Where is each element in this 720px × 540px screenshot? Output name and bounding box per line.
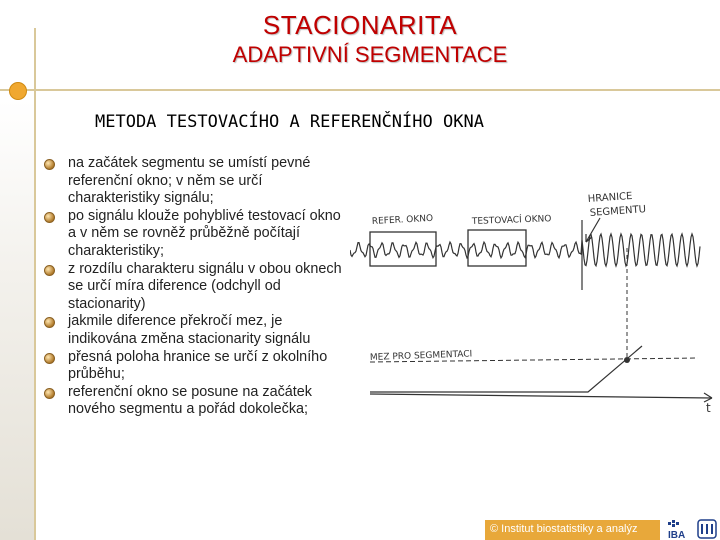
bullet-icon xyxy=(44,353,55,364)
segmentation-diagram xyxy=(350,180,720,420)
bullet-icon xyxy=(44,159,55,170)
time-axis xyxy=(370,394,712,398)
bullet-icon xyxy=(44,265,55,276)
bullet-item xyxy=(44,261,344,314)
bullet-item xyxy=(44,384,344,419)
bullet-text: referenční okno se posune na začátek nového segmentu a pořád dokolečka; xyxy=(68,383,313,418)
bullet-text: na začátek segmentu se umístí pevné referenční okno; v něm se určí charakteristiky signálu; xyxy=(68,155,311,207)
slide-subtitle: ADAPTIVNÍ SEGMENTACE xyxy=(232,42,508,67)
bullet-text: z rozdílu charakteru signálu v obou oknech se určí míra diference (odchyll od stacionarity) xyxy=(68,260,342,312)
boundary-arrow xyxy=(586,218,600,242)
horizontal-rule xyxy=(0,89,720,91)
bullet-item xyxy=(44,208,344,261)
bullet-item xyxy=(44,349,344,384)
signal-waveform xyxy=(350,234,700,266)
accent-dot xyxy=(9,82,27,100)
time-axis-label: t xyxy=(706,401,711,415)
bullet-list xyxy=(44,155,344,419)
testing-window xyxy=(468,230,526,266)
bullet-text: jakmile diference překročí mez, je indikována změna stacionarity signálu xyxy=(68,313,311,347)
footer-copyright: © Institut biostatistiky a analýz xyxy=(490,523,638,535)
bullet-item xyxy=(44,155,344,208)
section-title: METODA TESTOVACÍHO A REFERENČNÍHO OKNA xyxy=(95,112,484,132)
boundary-label-1: HRANICE xyxy=(587,190,633,205)
reference-window xyxy=(370,232,436,266)
iba-logo-icon xyxy=(664,518,720,540)
threshold-label: MEZ PRO SEGMENTACI xyxy=(369,349,473,363)
bullet-text: po signálu klouže pohyblivé testovací okno a v něm se rovněž průběžně počítají charakteristiky; xyxy=(68,207,341,259)
bullet-icon xyxy=(44,317,55,328)
sidebar-decoration xyxy=(0,100,36,540)
bullet-icon xyxy=(44,212,55,223)
vertical-rule xyxy=(34,28,36,540)
bullet-item xyxy=(44,313,344,348)
ref-window-label: REFER. OKNO xyxy=(371,213,434,227)
test-window-label: TESTOVACÍ OKNO xyxy=(471,214,552,227)
boundary-label-2: SEGMENTU xyxy=(589,204,647,219)
svg-text:IBA: IBA xyxy=(668,530,686,540)
slide-title: STACIONARITA xyxy=(262,10,458,40)
bullet-icon xyxy=(44,388,55,399)
bullet-text: přesná poloha hranice se určí z okolního průběhu; xyxy=(68,348,328,383)
